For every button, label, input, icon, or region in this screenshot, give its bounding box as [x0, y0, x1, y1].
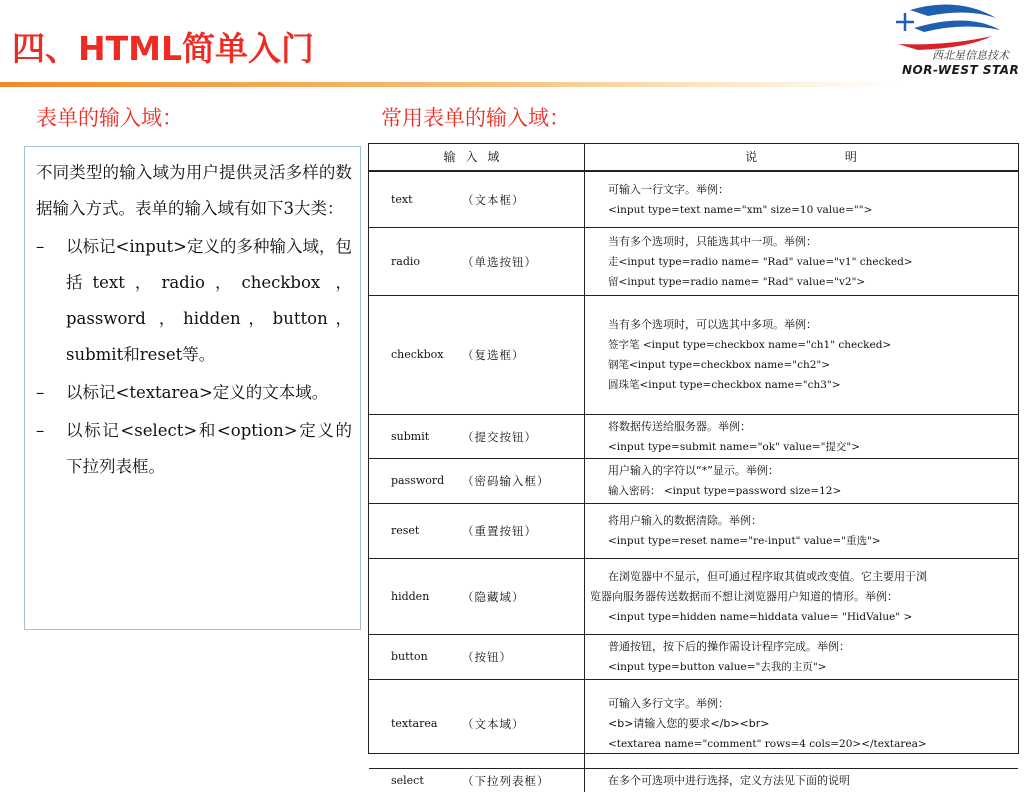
explanation-line: <input type=text name="xm" size=10 value="">: [608, 203, 873, 216]
bullet-marker: –: [36, 421, 45, 440]
field-explanation: [590, 172, 1014, 227]
explanation-line: <input type=reset name="re-input" value="重选">: [608, 535, 881, 547]
column-divider: [584, 296, 585, 414]
field-explanation: [590, 635, 1014, 679]
table-row: [369, 635, 1018, 680]
column-divider: [584, 635, 585, 679]
table-row: [369, 680, 1018, 769]
explanation-line: 普通按钮，按下后的操作需设计程序完成。举例：: [608, 640, 850, 653]
field-name: textarea: [391, 717, 438, 730]
field-explanation: [590, 559, 1014, 634]
explanation-line: <input type=hidden name=hiddata value= "HidValue" >: [608, 610, 913, 623]
explanation-line: 签字笔 <input type=checkbox name="ch1" checked>: [608, 339, 892, 351]
explanation-line: 在多个可选项中进行选择，定义方法见下面的说明: [608, 773, 850, 787]
field-name: radio: [391, 254, 420, 268]
bullet-item: [36, 413, 352, 485]
table-row: [369, 296, 1018, 415]
explanation-line: 当有多个选项时，只能选其中一项。举例：: [608, 234, 817, 248]
column-divider: [584, 172, 585, 227]
bullet-marker: –: [36, 383, 45, 402]
logo-chinese-text: 西北星信息技术: [932, 49, 1009, 62]
field-type: （复选框）: [462, 348, 525, 362]
field-explanation: [590, 769, 1014, 792]
explanation-line: 将数据传送给服务器。举例：: [608, 419, 751, 433]
table-row: [369, 415, 1018, 459]
field-type: （提交按钮）: [462, 429, 537, 444]
field-name: select: [391, 773, 424, 787]
field-explanation: [590, 680, 1014, 768]
field-type: （文本框）: [462, 192, 525, 207]
column-divider: [584, 459, 585, 503]
field-type: （重置按钮）: [462, 524, 537, 538]
field-type: （按钮）: [462, 650, 512, 664]
table-row: [369, 228, 1018, 296]
field-name: button: [391, 650, 428, 663]
explanation-line: 可输入一行文字。举例：: [608, 182, 729, 196]
right-heading: 常用表单的输入域：: [381, 106, 570, 130]
explanation-line: <input type=submit name="ok" value="提交">: [608, 440, 861, 453]
intro-paragraph: 不同类型的输入域为用户提供灵活多样的数据输入方式。表单的输入域有如下3大类：: [36, 163, 352, 218]
description-box: [24, 146, 361, 630]
explanation-line: 当有多个选项时，可以选其中多项。举例：: [608, 318, 817, 331]
explanation-line: 走<input type=radio name= "Rad" value="v1" checked>: [608, 255, 913, 268]
explanation-line: 圆珠笔<input type=checkbox name="ch3">: [608, 379, 841, 391]
table-row: [369, 172, 1018, 228]
header-input-field: 输入域: [443, 150, 510, 164]
field-type: （下拉列表框）: [462, 773, 550, 788]
logo-english-text: NOR-WEST STAR: [902, 63, 1020, 77]
column-divider: [584, 504, 585, 558]
table-row: [369, 559, 1018, 635]
field-name: password: [391, 474, 445, 487]
column-divider: [584, 415, 585, 458]
header-description: 说 明: [745, 150, 899, 164]
column-divider: [584, 559, 585, 634]
field-name: checkbox: [391, 348, 444, 361]
table-row: [369, 459, 1018, 504]
column-divider: [584, 769, 585, 792]
table-header-row: [369, 144, 1018, 172]
field-explanation: [590, 459, 1014, 503]
explanation-line: <textarea name="comment" rows=4 cols=20></textarea>: [608, 738, 927, 750]
explanation-line: 将用户输入的数据清除。举例：: [608, 514, 762, 527]
explanation-line: 在浏览器中不显示，但可通过程序取其值或改变值。它主要用于浏: [608, 569, 927, 583]
bullet-text-textarea: 以标记<textarea>定义的文本域。: [66, 383, 329, 402]
field-type: （密码输入框）: [462, 474, 550, 488]
bullet-text-input: 以标记<input>定义的多种输入域，包括text，radio，checkbox ， password ，hidden，button，submit和reset等。: [66, 237, 352, 364]
explanation-line: 输入密码： <input type=password size=12>: [608, 485, 842, 497]
table-row: [369, 504, 1018, 559]
bullet-text-select: 以标记<select>和<option>定义的下拉列表框。: [66, 421, 352, 476]
field-explanation: [590, 228, 1014, 295]
field-type: （隐藏域）: [462, 589, 525, 604]
bullet-marker: –: [36, 237, 45, 256]
field-explanation: [590, 415, 1014, 458]
explanation-line: 可输入多行文字。举例：: [608, 697, 729, 710]
column-divider: [584, 228, 585, 295]
field-name: text: [391, 192, 413, 206]
field-type: （文本域）: [462, 717, 525, 731]
field-name: submit: [391, 429, 430, 443]
field-explanation: [590, 504, 1014, 558]
field-name: hidden: [391, 589, 430, 603]
bullet-item: [36, 229, 352, 373]
field-name: reset: [391, 524, 420, 537]
input-fields-table: [368, 143, 1019, 788]
explanation-line: 钢笔<input type=checkbox name="ch2">: [608, 359, 831, 371]
slide-title: 四、HTML简单入门: [12, 29, 314, 68]
field-explanation: [590, 296, 1014, 414]
explanation-line: <input type=button value="去我的主页">: [608, 661, 827, 673]
column-divider: [584, 680, 585, 768]
left-heading: 表单的输入域：: [36, 106, 183, 130]
explanation-line: <b>请输入您的要求</b><br>: [608, 717, 770, 730]
field-type: （单选按钮）: [462, 254, 537, 269]
explanation-line: 留<input type=radio name= "Rad" value="v2">: [608, 275, 866, 288]
explanation-line: 用户输入的字符以“*”显示。举例：: [608, 464, 779, 477]
table-row: [369, 769, 1018, 792]
title-divider: [0, 82, 900, 87]
explanation-line: 览器向服务器传送数据而不想让浏览器用户知道的情形。举例：: [590, 589, 898, 603]
bullet-item: [36, 375, 352, 411]
